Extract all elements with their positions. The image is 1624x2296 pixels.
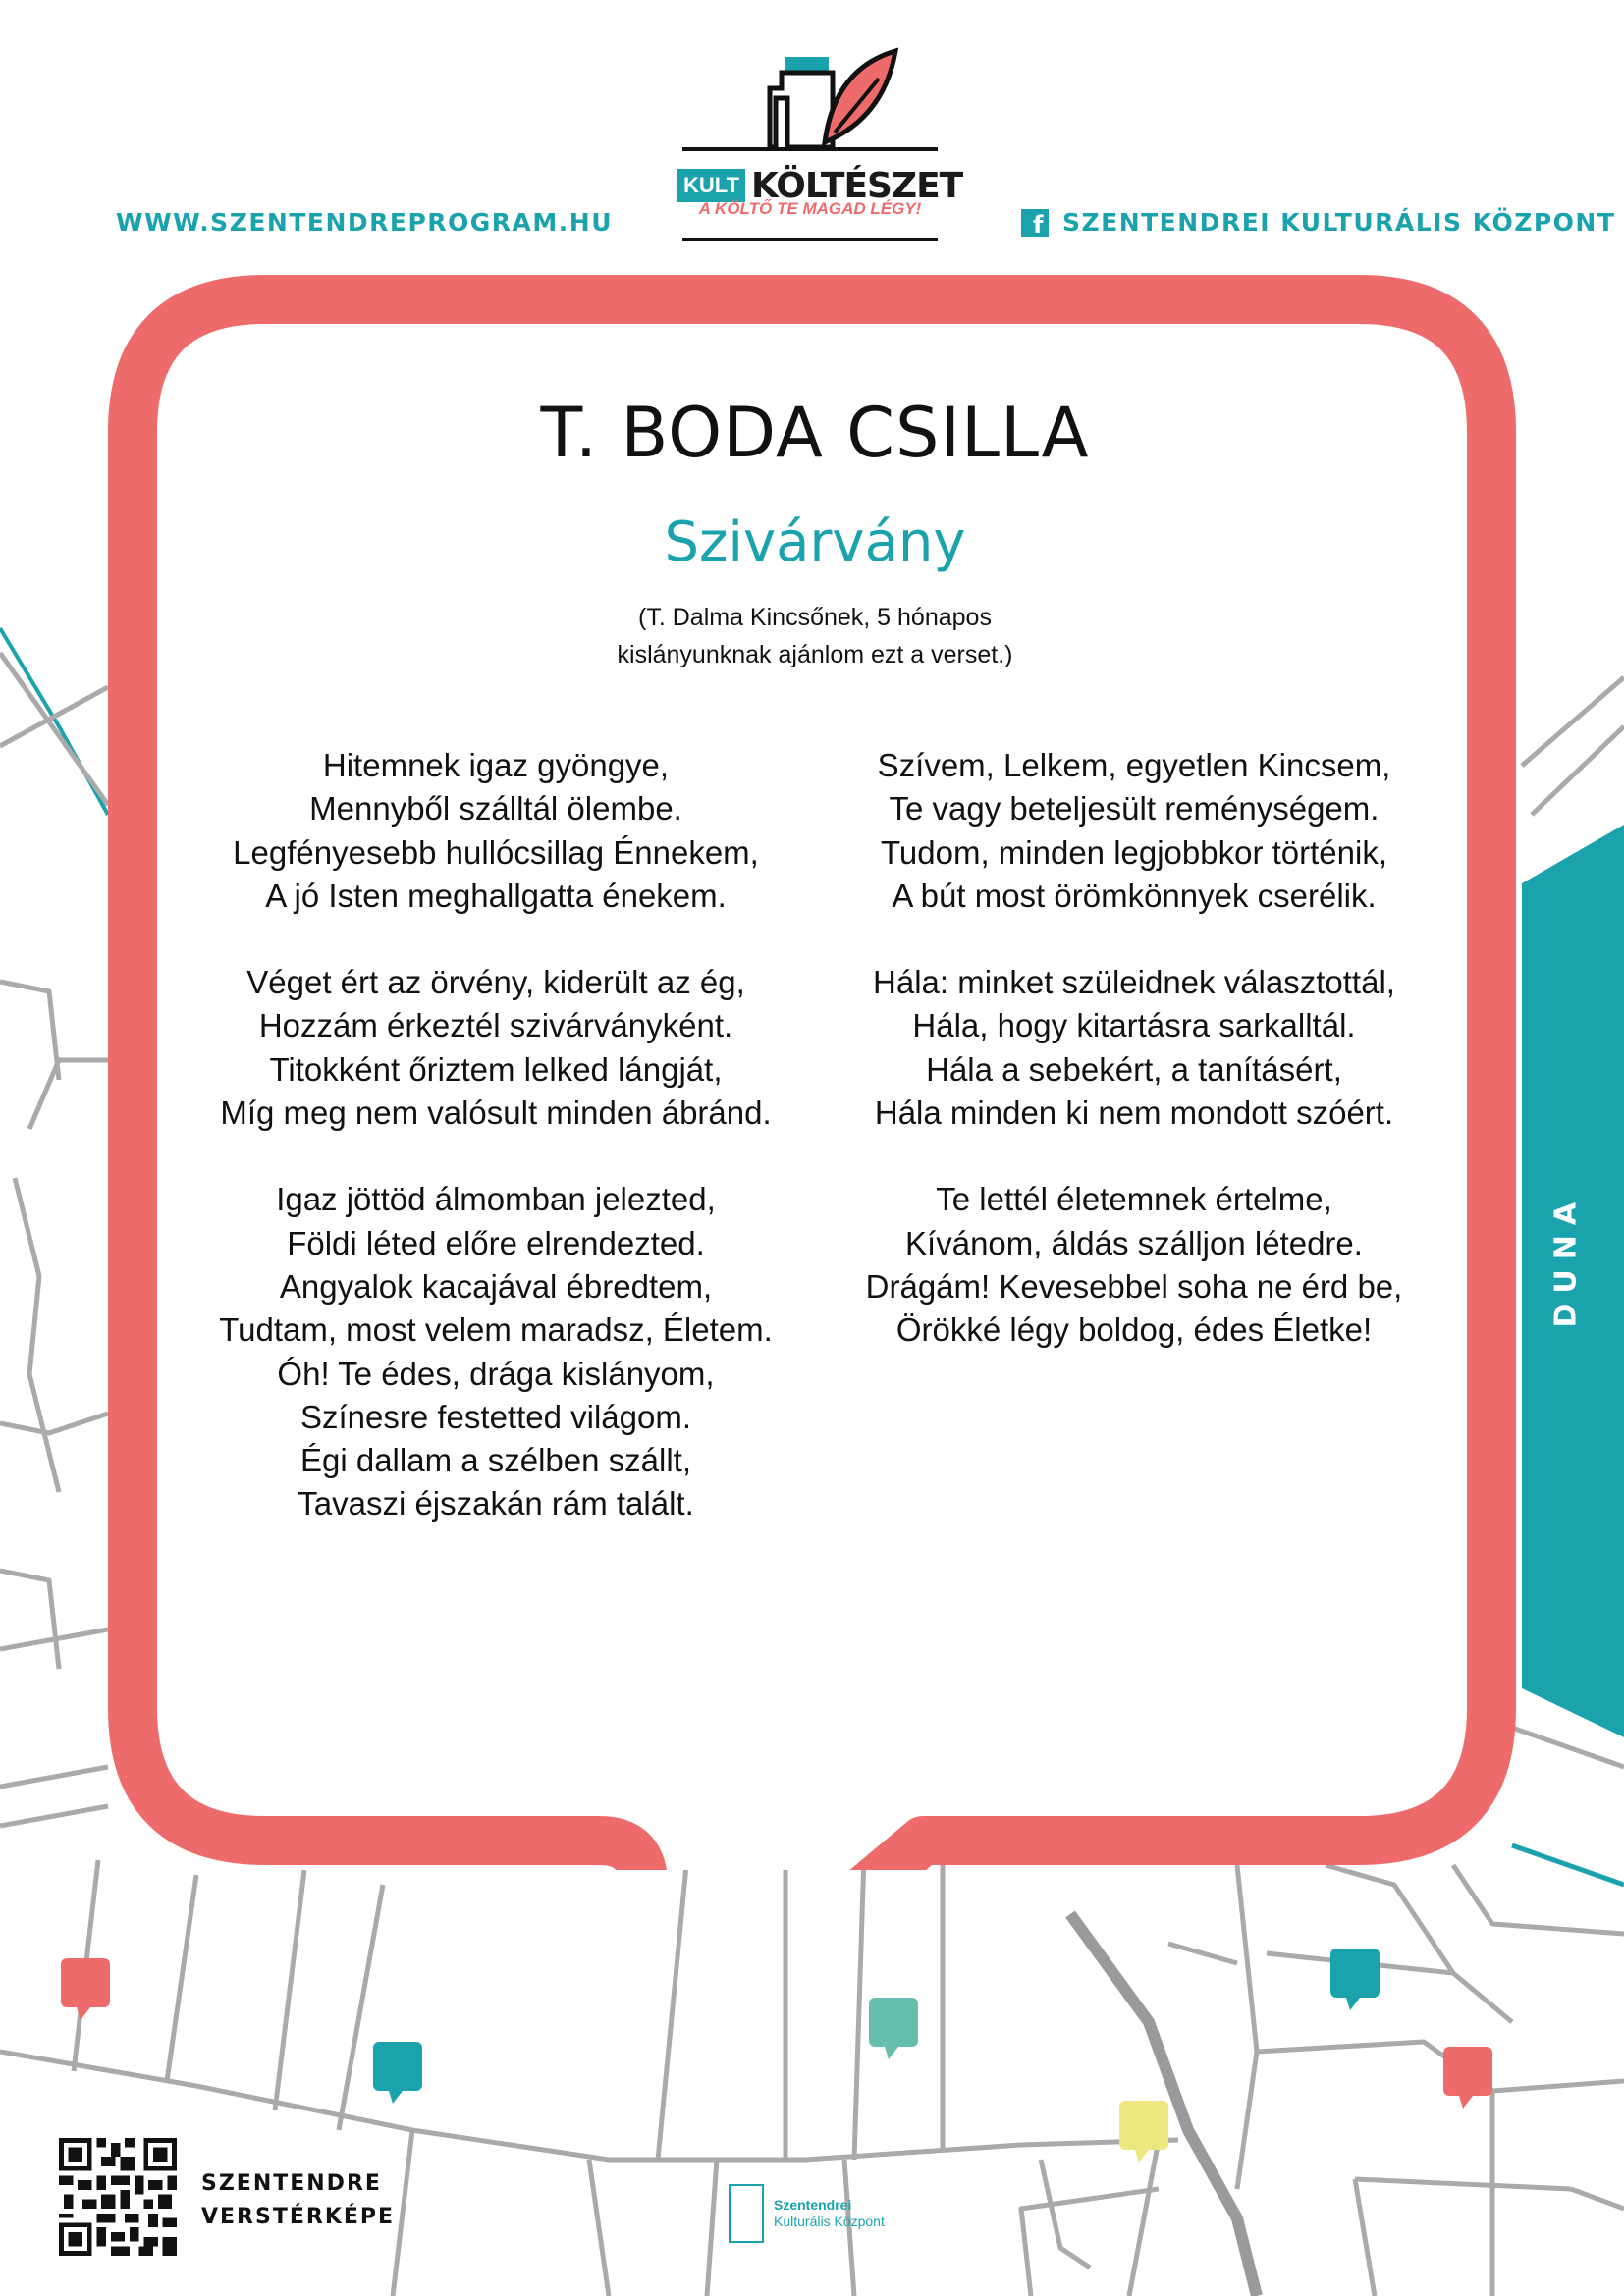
facebook-icon: f	[1021, 209, 1049, 237]
verse-line: Legfényesebb hullócsillag Énnekem,	[233, 833, 759, 871]
verse-line: Tavaszi éjszakán rám talált.	[298, 1485, 694, 1522]
verse-line: Hála: minket szüleidnek választottál,	[873, 964, 1395, 1001]
verse-line: Földi léted előre elrendezted.	[287, 1224, 705, 1261]
verse-line: Kívánom, áldás szálljon létedre.	[905, 1224, 1363, 1261]
kult-kolteszet-logo	[677, 39, 963, 245]
poem-title: Szivárvány	[664, 510, 966, 574]
poem-right-column	[820, 744, 1448, 1396]
poem-dedication	[162, 599, 1468, 673]
map-label-line: SZENTENDRE	[201, 2171, 382, 2196]
stanza	[820, 961, 1448, 1135]
stanza	[182, 1178, 810, 1525]
poem-left-column	[182, 744, 810, 1570]
skk-text-line: Szentendrei	[774, 2197, 852, 2213]
logo-motto: A KÖLTŐ TE MAGAD LÉGY!	[698, 199, 922, 218]
verse-line: Igaz jöttöd álmomban jelezted,	[276, 1181, 716, 1218]
verse-line: Te vagy beteljesült reménységem.	[889, 790, 1380, 828]
verse-line: Drágám! Kevesebbel soha ne érd be,	[865, 1267, 1403, 1305]
map-label-line: VERSTÉRKÉPE	[201, 2205, 396, 2229]
logo-underline	[682, 238, 938, 241]
map-marker-coral-right	[1443, 2047, 1492, 2109]
verse-line: Tudtam, most velem maradsz, Életem.	[219, 1311, 773, 1349]
verse-line: Óh! Te édes, drága kislányom,	[277, 1355, 715, 1392]
qr-code-icon[interactable]	[59, 2138, 177, 2256]
facebook-label: SZENTENDREI KULTURÁLIS KÖZPONT	[1062, 208, 1616, 237]
map-marker-teal-left	[373, 2042, 422, 2104]
stanza	[182, 961, 810, 1135]
verse-line: A bút most örömkönnyek cserélik.	[892, 877, 1377, 914]
verse-line: Míg meg nem valósult minden ábránd.	[220, 1095, 772, 1132]
verse-line: Hozzám érkeztél szivárványként.	[258, 1007, 733, 1044]
stanza	[820, 744, 1448, 918]
dedication-line: kislányunknak ajánlom ezt a verset.)	[617, 641, 1013, 668]
verse-line: Örökké légy boldog, édes Életke!	[895, 1311, 1373, 1349]
map-marker-mint	[869, 1998, 918, 2059]
verse-line: Égi dallam a szélben szállt,	[299, 1442, 692, 1479]
verse-line: Tudom, minden legjobbkor történik,	[880, 833, 1388, 871]
verse-line: Hála, hogy kitartásra sarkalltál.	[912, 1007, 1356, 1044]
river-label-text: DUNA	[1548, 1192, 1584, 1328]
facebook-link[interactable]	[1021, 208, 1615, 237]
verse-line: Mennyből szálltál ölembe.	[309, 790, 682, 828]
skk-building-icon	[729, 2184, 764, 2243]
verse-line: Véget ért az örvény, kiderült az ég,	[246, 964, 745, 1001]
house-leaf-icon	[677, 39, 943, 157]
verse-line: Hála minden ki nem mondott szóért.	[874, 1095, 1394, 1132]
stanza	[182, 744, 810, 918]
skk-logo	[729, 2184, 885, 2243]
verse-line: Hála a sebekért, a tanításért,	[926, 1050, 1342, 1088]
map-marker-coral-left	[61, 1958, 110, 2020]
stanza	[820, 1178, 1448, 1352]
verse-line: Színesre festetted világom.	[299, 1398, 692, 1435]
map-marker-yellow	[1119, 2101, 1168, 2163]
verse-line: Szívem, Lelkem, egyetlen Kincsem,	[877, 747, 1391, 783]
logo-name: KÖLTÉSZET	[751, 165, 963, 206]
verse-line: Hitemnek igaz gyöngye,	[322, 747, 670, 783]
poem-author: T. BODA CSILLA	[540, 393, 1090, 473]
verse-line: A jó Isten meghallgatta énekem.	[265, 877, 727, 914]
skk-text-line: Kulturális Központ	[774, 2214, 885, 2229]
map-label	[201, 2167, 395, 2234]
verse-line: Titokként őriztem lelked lángját,	[269, 1050, 723, 1088]
river-label	[1546, 1192, 1586, 1328]
logo-kult: KULT	[677, 169, 745, 202]
skk-text	[774, 2197, 885, 2230]
website-link[interactable]: WWW.SZENTENDREPROGRAM.HU	[116, 208, 613, 237]
dedication-line: (T. Dalma Kincsőnek, 5 hónapos	[638, 604, 992, 631]
map-marker-teal-right	[1330, 1949, 1380, 2010]
verse-line: Te lettél életemnek értelme,	[936, 1181, 1332, 1218]
verse-line: Angyalok kacajával ébredtem,	[279, 1267, 713, 1305]
